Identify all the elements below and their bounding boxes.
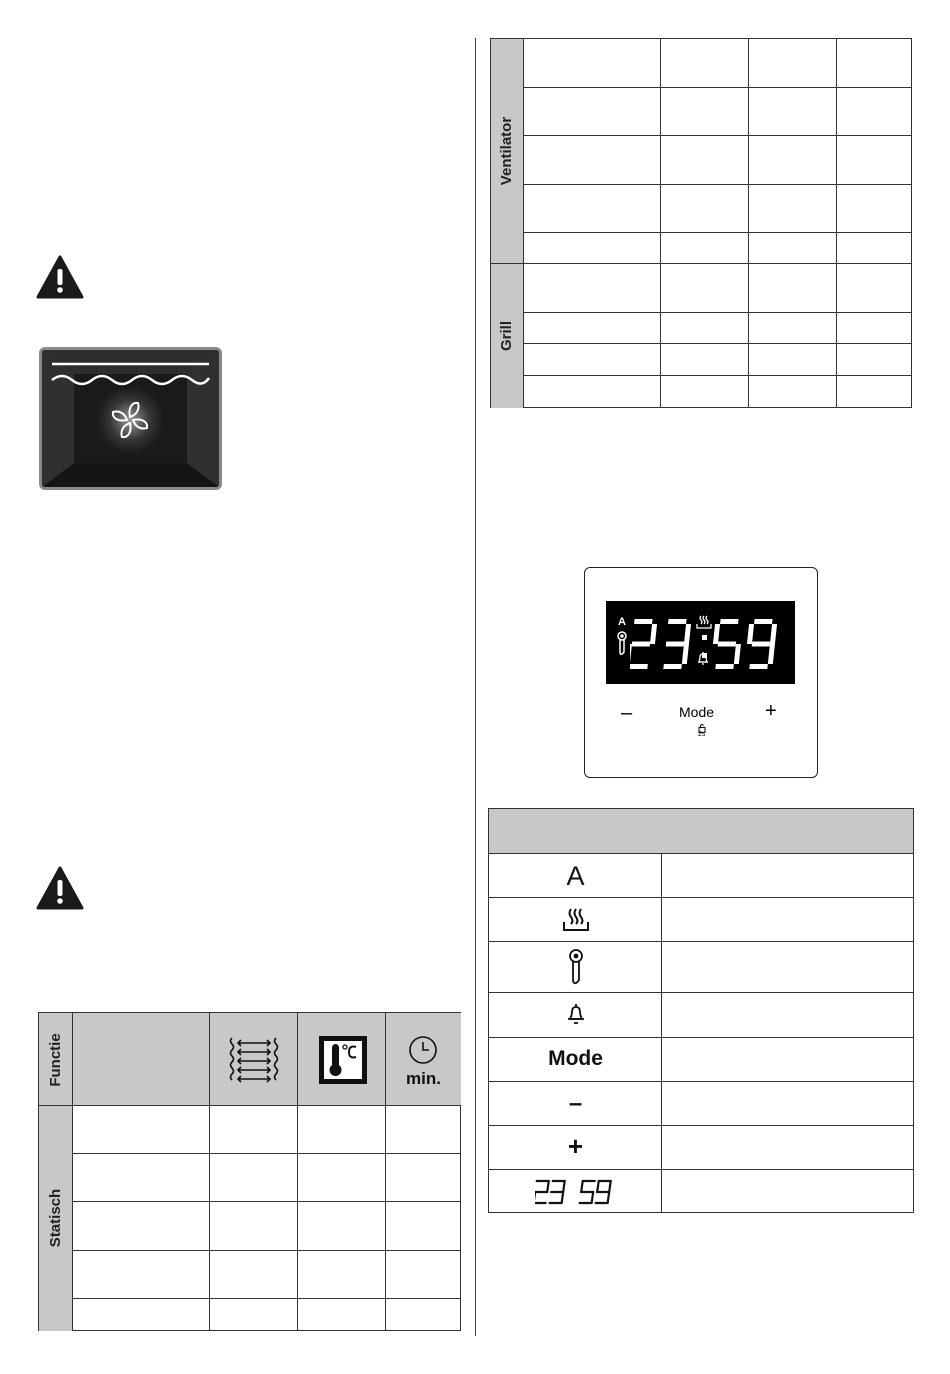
legend-digit-segment: [547, 1181, 549, 1192]
colon-dot: [702, 635, 707, 640]
digit-segment: [713, 624, 720, 644]
timer-control-panel: [584, 567, 818, 778]
meat-probe-icon: [567, 949, 585, 987]
auto-symbol: A: [566, 861, 585, 891]
legend-digit-segment: [562, 1192, 564, 1203]
statisch-group-label: Statisch: [47, 1188, 64, 1248]
oven-fan-illustration: [39, 347, 222, 490]
grill-group-label: Grill: [498, 321, 515, 352]
heating-icon: [562, 907, 590, 933]
legend-digit-segment: [609, 1181, 611, 1192]
mode-symbol: Mode: [548, 1047, 603, 1070]
auto-indicator: A: [618, 616, 626, 628]
legend-header: [489, 809, 913, 854]
digit-segment: [734, 644, 741, 664]
legend-digit-segment: [597, 1181, 599, 1192]
shelf-levels-icon: [229, 1035, 279, 1085]
ventilator-group-label: Ventilator: [498, 116, 515, 186]
clock-icon: [406, 1033, 440, 1067]
digit-segment: [630, 664, 648, 669]
minus-button[interactable]: –: [621, 702, 633, 724]
digit-segment: [720, 619, 739, 624]
seven-segment-time: [630, 615, 790, 673]
thermometer-icon: [318, 1035, 368, 1085]
digit-segment: [682, 644, 689, 664]
digit-segment: [663, 664, 682, 669]
legend-digit-segment: [608, 1192, 610, 1203]
lock-hint-label: 2s: [698, 731, 706, 738]
digit-segment: [718, 642, 737, 647]
digit-segment: [749, 664, 768, 669]
minus-symbol: –: [568, 1090, 583, 1117]
mode-button[interactable]: Mode: [679, 704, 715, 720]
digit-segment: [715, 664, 734, 669]
legend-digit-segment: [581, 1181, 583, 1192]
plus-symbol: +: [567, 1131, 584, 1161]
functie-header-label: Functie: [47, 1033, 64, 1087]
digit-segment: [668, 619, 687, 624]
legend-digit-segment: [563, 1181, 565, 1192]
lock-icon: [697, 720, 707, 730]
display-legend-table: [488, 808, 914, 1213]
digit-segment: [666, 642, 685, 647]
warning-icon: [36, 255, 84, 299]
column-divider: [475, 38, 476, 1336]
time-unit-label: min.: [406, 1069, 441, 1088]
digit-segment: [630, 644, 632, 664]
timer-display: [606, 601, 795, 684]
legend-digit-segment: [592, 1192, 594, 1203]
plus-button[interactable]: +: [765, 700, 777, 722]
function-table: [38, 1012, 461, 1331]
digit-segment: [634, 619, 653, 624]
colon-dot: [702, 653, 707, 658]
digits-symbol: [535, 1179, 617, 1205]
header-empty-cell: [73, 1013, 210, 1106]
warning-icon: [36, 866, 84, 910]
digit-segment: [754, 619, 773, 624]
function-table-continued: [490, 38, 912, 408]
digit-segment: [684, 624, 691, 644]
digit-segment: [768, 644, 775, 664]
digit-segment: [747, 624, 754, 644]
digit-segment: [770, 624, 777, 644]
digit-segment: [632, 642, 651, 647]
digit-segment: [650, 624, 657, 644]
bell-icon: [566, 1003, 586, 1027]
meat-probe-icon: [616, 631, 628, 657]
digit-segment: [752, 642, 771, 647]
